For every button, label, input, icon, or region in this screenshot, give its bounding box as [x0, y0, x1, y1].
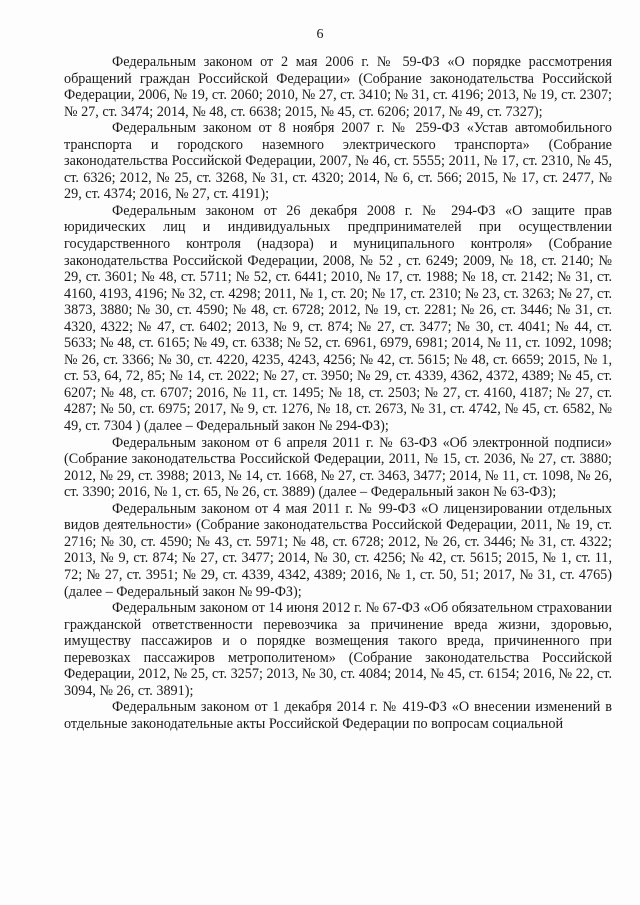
paragraph-law-259-fz: Федеральным законом от 8 ноября 2007 г. № 259-ФЗ «Устав автомобильного транспорта и городского наземного электрического транспорта» (Собрание законодательства Российской Федерации, 2007, № 46, ст. 5555; 2011, № 17, ст. 2310, № 45, ст. 6326; 2012, № 25, ст. 3268, № 31, ст. 4320; 2014, № 6, ст. 566; 2015, № 17, ст. 2477, № 29, ст. 4374; 2016, № 27, ст. 4191);	[64, 120, 612, 203]
paragraph-law-419-fz: Федеральным законом от 1 декабря 2014 г. № 419-ФЗ «О внесении изменений в отдельные законодательные акты Российской Федерации по вопросам социальной	[64, 699, 612, 732]
paragraph-law-294-fz: Федеральным законом от 26 декабря 2008 г. № 294-ФЗ «О защите прав юридических лиц и индивидуальных предпринимателей при осуществлении государственного контроля (надзора) и муниципального контроля» (Собрание законодательства Российской Федерации, 2008, № 52 , ст. 6249; 2009, № 18, ст. 2140; № 29, ст. 3601; № 48, ст. 5711; № 52, ст. 6441; 2010, № 17, ст. 1988; № 18, ст. 2142; № 31, ст. 4160, 4193, 4196; № 32, ст. 4298; 2011, № 1, ст. 20; № 17, ст. 2310; № 23, ст. 3263; № 27, ст. 3873, 3880; № 30, ст. 4590; № 48, ст. 6728; 2012, № 19, ст. 2281; № 26, ст. 3446; № 31, ст. 4320, 4322; № 47, ст. 6402; 2013, № 9, ст. 874; № 27, ст. 3477; № 30, ст. 4041; № 44, ст. 5633; № 48, ст. 6165; № 49, ст. 6338; № 52, ст. 6961, 6979, 6981; 2014, № 11, ст. 1092, 1098; № 26, ст. 3366; № 30, ст. 4220, 4235, 4243, 4256; № 42, ст. 5615; № 48, ст. 6659; 2015, № 1, ст. 53, 64, 72, 85; № 14, ст. 2022; № 27, ст. 3950; № 29, ст. 4339, 4362, 4372, 4389; № 45, ст. 6207; № 48, ст. 6707; 2016, № 11, ст. 1495; № 18, ст. 2503; № 27, ст. 4160, 4187; № 27, ст. 4287; № 50, ст. 6975; 2017, № 9, ст. 1276, № 18, ст. 2673, № 31, ст. 4742, № 45, ст. 6582, № 49, ст. 7304 ) (далее – Федеральный закон № 294-ФЗ);	[64, 202, 612, 435]
paragraph-law-63-fz: Федеральным законом от 6 апреля 2011 г. № 63-ФЗ «Об электронной подписи» (Собрание законодательства Российской Федерации, 2011, № 15, ст. 2036, № 27, ст. 3880; 2012, № 29, ст. 3988; 2013, № 14, ст. 1668, № 27, ст. 3463, 3477; 2014, № 11, ст. 1098, № 26, ст. 3390; 2016, № 1, ст. 65, № 26, ст. 3889) (далее – Федеральный закон № 63-ФЗ);	[64, 434, 612, 501]
document-body	[64, 54, 612, 732]
paragraph-law-59-fz: Федеральным законом от 2 мая 2006 г. № 59-ФЗ «О порядке рассмотрения обращений граждан Российской Федерации» (Собрание законодательства Российской Федерации, 2006, № 19, ст. 2060; 2010, № 27, ст. 3410; № 31, ст. 4196; 2013, № 19, ст. 2307; № 27, ст. 3474; 2014, № 48, ст. 6638; 2015, № 45, ст. 6206; 2017, № 49, ст. 7327);	[64, 54, 612, 120]
paragraph-law-67-fz: Федеральным законом от 14 июня 2012 г. № 67-ФЗ «Об обязательном страховании гражданской ответственности перевозчика за причинение вреда жизни, здоровью, имуществу пассажиров и о порядке возмещения такого вреда, причиненного при перевозках пассажиров метрополитеном» (Собрание законодательства Российской Федерации, 2012, № 25, ст. 3257; 2013, № 30, ст. 4084; 2014, № 45, ст. 6154; 2016, № 22, ст. 3094, № 26, ст. 3891);	[64, 600, 612, 699]
page-number: 6	[316, 27, 324, 42]
paragraph-law-99-fz: Федеральным законом от 4 мая 2011 г. № 99-ФЗ «О лицензировании отдельных видов деятельности» (Собрание законодательства Российской Федерации, 2011, № 19, ст. 2716; № 30, ст. 4590; № 43, ст. 5971; № 48, ст. 6728; 2012, № 26, ст. 3446; № 31, ст. 4322; 2013, № 9, ст. 874; № 27, ст. 3477; 2014, № 30, ст. 4256; № 42, ст. 5615; 2015, № 1, ст. 11, 72; № 27, ст. 3951; № 29, ст. 4339, 4342, 4389; 2016, № 1, ст. 50, 51; 2017, № 31, ст. 4765) (далее – Федеральный закон № 99-ФЗ);	[64, 500, 612, 600]
